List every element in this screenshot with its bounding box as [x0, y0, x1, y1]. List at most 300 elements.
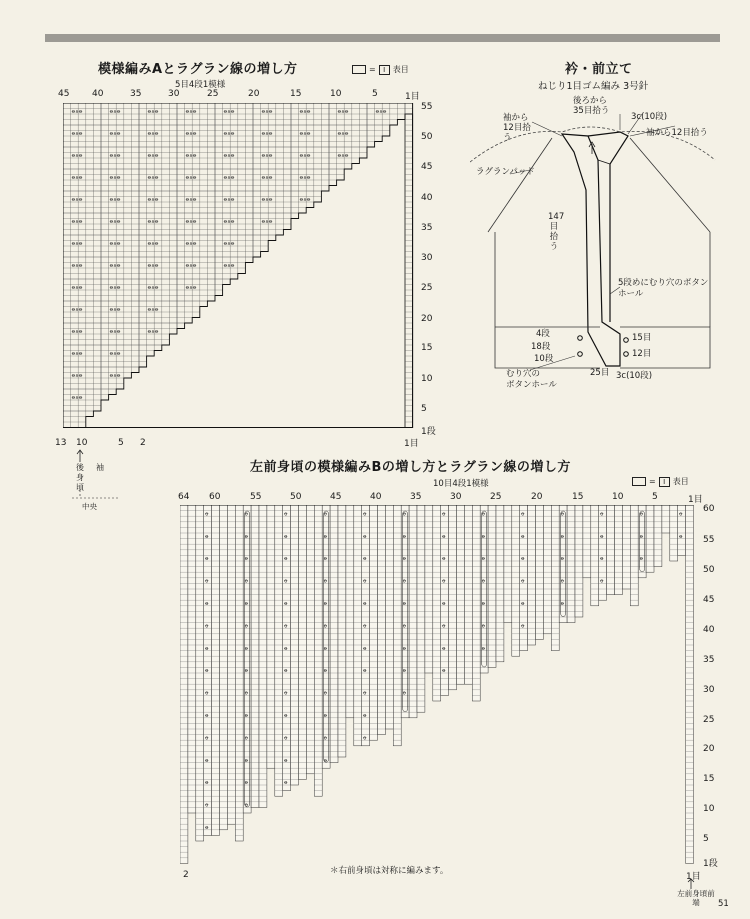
- collar-hole-label: むり穴の ボタンホール: [506, 369, 557, 390]
- chart-b-col-label: 35: [410, 492, 422, 502]
- chart-a-row-label: 35: [421, 223, 433, 233]
- chart-b-column: [654, 505, 662, 567]
- chart-b-column: [227, 505, 235, 824]
- chart-a-stitch-mark: ꝋ∧ꝋ: [337, 131, 349, 138]
- chart-b-stitch-mark: ꝋ: [679, 511, 683, 518]
- chart-b-stitch-mark: ꝋ: [284, 645, 288, 652]
- chart-b-stitch-mark: ꝋ: [402, 578, 407, 585]
- chart-a-stitch-mark: ꝋ∧ꝋ: [71, 175, 83, 182]
- chart-b-stitch-mark: ꝋ: [323, 533, 328, 540]
- chart-b-column: [188, 505, 196, 813]
- chart-a-stitch-mark: ꝋ∧ꝋ: [261, 197, 273, 204]
- chart-a-stitch-mark: ꝋ∧ꝋ: [299, 109, 311, 116]
- chart-b-stitch-mark: ꝋ: [323, 690, 328, 697]
- chart-b-column: [212, 505, 220, 835]
- chart-b-stitch-mark: ꝋ: [442, 578, 446, 585]
- chart-b-stitch-mark: ꝋ: [205, 802, 209, 809]
- chart-b-stitch-mark: ꝋ: [205, 713, 209, 719]
- chart-a-stitch-mark: ꝋ∧ꝋ: [71, 219, 83, 226]
- collar-rows-10: 10段: [534, 354, 554, 364]
- chart-b-stitch-mark: ꝋ: [323, 645, 328, 652]
- chart-a-stitch-mark: ꝋ∧ꝋ: [185, 219, 197, 226]
- chart-a-row-label: 20: [421, 314, 433, 324]
- chart-b-stitch-mark: ꝋ: [323, 735, 328, 742]
- chart-b-column: [622, 505, 630, 589]
- collar-cm10-bottom: 3c(10段): [616, 371, 653, 381]
- chart-a-stitch-mark: ꝋ∧ꝋ: [71, 263, 83, 270]
- collar-cm10-top: 3c(10段): [631, 112, 668, 122]
- chart-b-stitch-mark: ꝋ: [205, 757, 209, 764]
- chart-a-stitch-mark: ꝋ∧ꝋ: [223, 219, 235, 226]
- chart-a-stitch-mark: ꝋ∧ꝋ: [147, 219, 159, 226]
- collar-title: 衿・前立て: [565, 62, 633, 77]
- chart-b-stitch-mark: ꝋ: [442, 623, 446, 630]
- chart-a-stitch-mark: ꝋ∧ꝋ: [223, 153, 235, 160]
- chart-b-stitch-mark: ꝋ: [244, 757, 249, 764]
- chart-b-stitch-mark: ꝋ: [284, 668, 288, 675]
- chart-b-stitch-mark: ꝋ: [205, 511, 209, 518]
- chart-b-front-edge-label: 左前身頃前端: [677, 889, 715, 907]
- chart-a-stitch-mark: ꝋ∧ꝋ: [109, 373, 121, 380]
- chart-a-stitch-mark: ꝋ∧ꝋ: [147, 329, 159, 336]
- chart-b-column: [267, 505, 275, 768]
- chart-b-stitch-mark: ꝋ: [323, 601, 328, 607]
- chart-b-stitch-mark: ꝋ: [481, 556, 486, 563]
- chart-a-stitch-mark: ꝋ∧ꝋ: [185, 241, 197, 248]
- chart-b-stitch-mark: ꝋ: [244, 713, 249, 719]
- collar-st-15: 15目: [632, 333, 652, 343]
- chart-b-row-label: 60: [703, 504, 715, 514]
- chart-a-stitch-mark: ꝋ∧ꝋ: [109, 351, 121, 358]
- chart-b-stitch-mark: ꝋ: [363, 556, 367, 563]
- chart-b-column: [504, 505, 512, 623]
- chart-b-stitch-mark: ꝋ: [363, 713, 367, 719]
- chart-b-col-label: 20: [531, 492, 543, 502]
- chart-a-stitch-mark: ꝋ∧ꝋ: [185, 131, 197, 138]
- chart-a-stitch-mark: ꝋ∧ꝋ: [261, 175, 273, 182]
- chart-b-stitch-mark: ꝋ: [560, 578, 565, 585]
- chart-b-stitch-mark: ꝋ: [244, 511, 249, 518]
- chart-b-stitch-mark: ꝋ: [205, 533, 209, 540]
- chart-b-stitch-mark: ꝋ: [284, 780, 288, 787]
- chart-b-stitch-mark: ꝋ: [363, 623, 367, 630]
- chart-a-stitch-mark: ꝋ∧ꝋ: [147, 307, 159, 314]
- legend-blank-cell: [352, 65, 366, 74]
- chart-b-stitch-mark: ꝋ: [521, 556, 525, 563]
- chart-a-stitch-mark: ꝋ∧ꝋ: [223, 197, 235, 204]
- chart-a-col-label: 45: [58, 89, 70, 99]
- chart-b-column: [528, 505, 536, 645]
- chart-b-stitch-mark: ꝋ: [244, 623, 249, 630]
- chart-a-stitch-mark: ꝋ∧ꝋ: [261, 109, 273, 116]
- chart-b-stitch-mark: ꝋ: [284, 757, 288, 764]
- chart-b-stitch-mark: ꝋ: [323, 623, 328, 630]
- chart-a-col-label: 10: [330, 89, 342, 99]
- chart-b-col-label: 45: [330, 492, 342, 502]
- chart-b-stitch-mark: ꝋ: [600, 578, 604, 585]
- chart-b-stitch-mark: ꝋ: [560, 601, 565, 607]
- sleeve-label: 袖: [96, 463, 104, 472]
- chart-a-stitch-mark: ꝋ∧ꝋ: [185, 285, 197, 292]
- chart-a-row-label: 30: [421, 253, 433, 263]
- chart-a-stitch-mark: ꝋ∧ꝋ: [147, 175, 159, 182]
- chart-b-column: [243, 505, 251, 813]
- collar-rows-18: 18段: [531, 342, 551, 352]
- chart-b-stitch-mark: ꝋ: [244, 690, 249, 697]
- chart-b-grid: [180, 505, 700, 868]
- chart-b-row-label: 15: [703, 774, 715, 784]
- chart-b-stitch-mark: ꝋ: [402, 556, 407, 563]
- chart-a-stitch-mark: ꝋ∧ꝋ: [109, 109, 121, 116]
- collar-front-pickup: 147目拾う: [548, 212, 565, 252]
- chart-b-row-label: 1段: [703, 859, 718, 869]
- chart-b-stitch-mark: ꝋ: [442, 601, 446, 607]
- legend-text: 表目: [392, 65, 409, 74]
- chart-a-stitch-mark: ꝋ∧ꝋ: [299, 197, 311, 204]
- chart-b-column: [378, 505, 386, 735]
- chart-b-title: 左前身頃の模様編みBの増し方とラグラン線の増し方: [250, 460, 571, 475]
- chart-b-stitch-mark: ꝋ: [284, 578, 288, 585]
- collar-raglan-label: ラグランパッド: [476, 167, 535, 177]
- chart-a-stitch-mark: ꝋ∧ꝋ: [185, 109, 197, 116]
- chart-a-stitch-mark: ꝋ∧ꝋ: [71, 307, 83, 314]
- collar-back-pickup: 後ろから35目拾う: [573, 96, 610, 116]
- chart-a-stitch-mark: ꝋ∧ꝋ: [147, 263, 159, 270]
- chart-a-title: 模様編みAとラグラン線の増し方: [98, 62, 298, 77]
- collar-sleeve-right: 袖から12目拾う: [646, 128, 708, 138]
- chart-a-stitch-mark: ꝋ∧ꝋ: [185, 175, 197, 182]
- chart-a-stitch-mark: ꝋ∧ꝋ: [71, 109, 83, 116]
- chart-b-bottom-left: 2: [183, 870, 189, 880]
- chart-b-stitch-mark: ꝋ: [521, 578, 525, 585]
- chart-a-bottom-row-label: 1目: [404, 439, 419, 449]
- chart-b-stitch-mark: ꝋ: [323, 668, 328, 675]
- chart-a-col-label: 1目: [405, 92, 420, 102]
- chart-b-stitch-mark: ꝋ: [442, 645, 446, 652]
- chart-a-row-label: 15: [421, 343, 433, 353]
- chart-a-stitch-mark: ꝋ∧ꝋ: [71, 241, 83, 248]
- chart-b-stitch-mark: ꝋ: [244, 645, 249, 652]
- chart-b-row-label: 45: [703, 595, 715, 605]
- chart-b-stitch-mark: ꝋ: [284, 511, 288, 518]
- chart-a-stitch-mark: ꝋ∧ꝋ: [185, 197, 197, 204]
- chart-b-stitch-mark: ꝋ: [323, 713, 328, 719]
- chart-b-stitch-mark: ꝋ: [600, 533, 604, 540]
- chart-b-legend: [632, 476, 689, 487]
- chart-b-stitch-mark: ꝋ: [521, 533, 525, 540]
- chart-a-stitch-mark: ꝋ∧ꝋ: [223, 175, 235, 182]
- chart-b-stitch-mark: ꝋ: [244, 556, 249, 563]
- chart-a-row-label: 1段: [421, 427, 436, 437]
- collar-st-12: 12目: [632, 349, 652, 359]
- chart-b-stitch-mark: ꝋ: [639, 511, 644, 518]
- chart-b-column: [433, 505, 441, 701]
- chart-b-col-label: 40: [370, 492, 382, 502]
- chart-b-stitch-mark: ꝋ: [363, 601, 367, 607]
- chart-a-stitch-mark: ꝋ∧ꝋ: [71, 373, 83, 380]
- chart-b-stitch-mark: ꝋ: [244, 780, 249, 787]
- chart-a-stitch-mark: ꝋ∧ꝋ: [185, 263, 197, 270]
- chart-a-stitch-mark: ꝋ∧ꝋ: [223, 131, 235, 138]
- chart-a-bottom-2: 2: [140, 438, 146, 448]
- chart-b-stitch-mark: ꝋ: [205, 623, 209, 630]
- chart-b-stitch-mark: ꝋ: [481, 645, 486, 652]
- chart-b-stitch-mark: ꝋ: [402, 623, 407, 630]
- chart-a-row-label: 25: [421, 283, 433, 293]
- chart-b-stitch-mark: ꝋ: [205, 735, 209, 742]
- collar-sleeve-left: 袖から12目拾う: [503, 113, 531, 143]
- chart-b-stitch-mark: ꝋ: [244, 802, 249, 809]
- chart-b-stitch-mark: ꝋ: [205, 825, 209, 831]
- chart-b-stitch-mark: ꝋ: [560, 556, 565, 563]
- chart-a-stitch-mark: ꝋ∧ꝋ: [147, 131, 159, 138]
- chart-a-stitch-mark: ꝋ∧ꝋ: [147, 109, 159, 116]
- chart-b-stitch-mark: ꝋ: [244, 601, 249, 607]
- chart-b-stitch-mark: ꝋ: [560, 511, 565, 518]
- chart-a-row-label: 45: [421, 162, 433, 172]
- chart-a-stitch-mark: ꝋ∧ꝋ: [147, 241, 159, 248]
- chart-b-column: [599, 505, 607, 600]
- chart-a-bottom-5: 5: [118, 438, 124, 448]
- header-bar: [45, 34, 720, 42]
- chart-b-stitch-mark: ꝋ: [363, 668, 367, 675]
- chart-a-stitch-mark: ꝋ∧ꝋ: [109, 285, 121, 292]
- chart-b-col-label: 15: [572, 492, 584, 502]
- chart-a-stitch-mark: ꝋ∧ꝋ: [261, 219, 273, 226]
- chart-b-stitch-mark: ꝋ: [363, 511, 367, 518]
- chart-b-column: [417, 505, 425, 712]
- chart-b-column: [472, 505, 480, 701]
- center-label: 中央: [82, 502, 97, 511]
- chart-b-stitch-mark: ꝋ: [402, 668, 407, 675]
- chart-b-stitch-mark: ꝋ: [481, 601, 486, 607]
- chart-a-col-label: 5: [372, 89, 378, 99]
- chart-b-stitch-mark: ꝋ: [402, 645, 407, 652]
- chart-a-stitch-mark: ꝋ∧ꝋ: [147, 153, 159, 160]
- chart-b-column: [583, 505, 591, 578]
- chart-a-stitch-mark: ꝋ∧ꝋ: [223, 109, 235, 116]
- chart-a-col-label: 25: [207, 89, 219, 99]
- collar-buttonhole-note: 5段めにむり穴のボタンホール: [618, 278, 709, 299]
- chart-a-stitch-mark: ꝋ∧ꝋ: [71, 131, 83, 138]
- collar-rows-4: 4段: [536, 329, 550, 339]
- chart-a-stitch-mark: ꝋ∧ꝋ: [71, 351, 83, 358]
- chart-b-stitch-mark: ꝋ: [521, 601, 525, 607]
- legend-blank-cell: [632, 477, 646, 486]
- chart-a-stitch-mark: ꝋ∧ꝋ: [337, 153, 349, 160]
- legend-knit-symbol: I: [379, 65, 390, 75]
- chart-b-stitch-mark: ꝋ: [284, 556, 288, 563]
- chart-b-stitch-mark: ꝋ: [481, 623, 486, 630]
- chart-b-column: [354, 505, 362, 746]
- chart-b-stitch-mark: ꝋ: [481, 578, 486, 585]
- chart-a-stitch-mark: ꝋ∧ꝋ: [147, 197, 159, 204]
- chart-b-col-label: 5: [652, 492, 658, 502]
- chart-b-stitch-mark: ꝋ: [600, 511, 604, 518]
- chart-a-stitch-mark: ꝋ∧ꝋ: [109, 175, 121, 182]
- chart-b-col-label: 10: [612, 492, 624, 502]
- chart-b-note: ＊右前身頃は対称に編みます。: [330, 866, 449, 876]
- chart-a-stitch-mark: ꝋ∧ꝋ: [375, 109, 387, 116]
- back-body-label: 後身頃: [76, 463, 84, 492]
- chart-a-row-label: 5: [421, 404, 427, 414]
- chart-a-col-label: 20: [248, 89, 260, 99]
- chart-b-stitch-mark: ꝋ: [323, 757, 328, 764]
- page-number: 51: [718, 899, 729, 909]
- chart-b-column: [488, 505, 496, 667]
- legend-knit-symbol: I: [659, 477, 670, 487]
- chart-b-stitch-mark: ꝋ: [323, 578, 328, 585]
- chart-b-bottom-right: 1目: [686, 872, 701, 882]
- collar-st-25: 25目: [590, 368, 610, 378]
- chart-b-stitch-mark: ꝋ: [363, 645, 367, 652]
- chart-b-col-label: 50: [290, 492, 302, 502]
- chart-b-stitch-mark: ꝋ: [284, 735, 288, 742]
- chart-b-stitch-mark: ꝋ: [363, 690, 367, 697]
- chart-a-stitch-mark: ꝋ∧ꝋ: [299, 175, 311, 182]
- chart-a-bottom-10: 10: [76, 438, 88, 448]
- chart-a-row-label: 50: [421, 132, 433, 142]
- chart-b-column: [512, 505, 520, 656]
- chart-b-column: [322, 505, 330, 768]
- chart-b-stitch-mark: ꝋ: [600, 556, 604, 563]
- chart-b-stitch-mark: ꝋ: [205, 668, 209, 675]
- chart-b-stitch-mark: ꝋ: [442, 668, 446, 675]
- chart-b-row-label: 30: [703, 685, 715, 695]
- chart-b-col-label: 30: [450, 492, 462, 502]
- chart-b-row-label: 55: [703, 535, 715, 545]
- chart-b-column: [393, 505, 401, 746]
- chart-b-row-label: 35: [703, 655, 715, 665]
- chart-a-subtitle: 5目4段1模様: [175, 80, 226, 90]
- chart-a-col-label: 40: [92, 89, 104, 99]
- chart-b-col-label: 25: [490, 492, 502, 502]
- chart-a-bottom-13: 13: [55, 438, 67, 448]
- chart-b-column: [338, 505, 346, 757]
- chart-b-stitch-mark: ꝋ: [363, 533, 367, 540]
- chart-a-row-label: 55: [421, 102, 433, 112]
- chart-b-row-label: 10: [703, 804, 715, 814]
- chart-a-stitch-mark: ꝋ∧ꝋ: [223, 263, 235, 270]
- chart-a-row-label: 40: [421, 193, 433, 203]
- chart-b-stitch-mark: ꝋ: [323, 511, 328, 518]
- chart-b-column: [567, 505, 575, 623]
- chart-b-stitch-mark: ꝋ: [639, 556, 644, 563]
- legend-equals: =: [649, 477, 656, 486]
- chart-a-stitch-mark: ꝋ∧ꝋ: [261, 131, 273, 138]
- chart-b-stitch-mark: ꝋ: [442, 533, 446, 540]
- chart-b-subtitle: 10目4段1模様: [433, 479, 489, 489]
- chart-a-stitch-mark: ꝋ∧ꝋ: [71, 153, 83, 160]
- chart-b-row-label: 40: [703, 625, 715, 635]
- chart-b-stitch-mark: ꝋ: [402, 690, 407, 697]
- chart-b-stitch-mark: ꝋ: [363, 578, 367, 585]
- chart-b-stitch-mark: ꝋ: [481, 511, 486, 518]
- chart-a-col-label: 15: [290, 89, 302, 99]
- chart-b-row-label: 20: [703, 744, 715, 754]
- chart-b-stitch-mark: ꝋ: [205, 690, 209, 697]
- chart-b-column: [299, 505, 307, 779]
- chart-b-stitch-mark: ꝋ: [679, 533, 683, 540]
- chart-b-row-label: 25: [703, 715, 715, 725]
- legend-equals: =: [369, 65, 376, 74]
- chart-a-stitch-mark: ꝋ∧ꝋ: [261, 153, 273, 160]
- chart-b-stitch-mark: ꝋ: [284, 690, 288, 697]
- chart-a-stitch-mark: ꝋ∧ꝋ: [337, 109, 349, 116]
- chart-b-stitch-mark: ꝋ: [521, 511, 525, 518]
- chart-b-stitch-mark: ꝋ: [205, 780, 209, 787]
- chart-a-stitch-mark: ꝋ∧ꝋ: [109, 241, 121, 248]
- chart-b-stitch-mark: ꝋ: [521, 623, 525, 630]
- chart-b-stitch-mark: ꝋ: [205, 578, 209, 585]
- chart-b-stitch-mark: ꝋ: [284, 533, 288, 540]
- chart-b-stitch-mark: ꝋ: [323, 556, 328, 563]
- chart-b-column: [662, 505, 670, 533]
- chart-b-stitch-mark: ꝋ: [560, 533, 565, 540]
- chart-a-col-label: 30: [168, 89, 180, 99]
- chart-b-row-label: 5: [703, 834, 709, 844]
- chart-b-stitch-mark: ꝋ: [244, 578, 249, 585]
- chart-a-stitch-mark: ꝋ∧ꝋ: [223, 241, 235, 248]
- chart-a-stitch-mark: ꝋ∧ꝋ: [109, 131, 121, 138]
- chart-b-stitch-mark: ꝋ: [284, 623, 288, 630]
- chart-b-column: [449, 505, 457, 690]
- chart-a-stitch-mark: ꝋ∧ꝋ: [109, 219, 121, 226]
- chart-a-col-label: 35: [130, 89, 142, 99]
- chart-b-stitch-mark: ꝋ: [205, 556, 209, 563]
- chart-b-col-label: 55: [250, 492, 262, 502]
- chart-a-stitch-mark: ꝋ∧ꝋ: [71, 285, 83, 292]
- chart-a-stitch-mark: ꝋ∧ꝋ: [109, 329, 121, 336]
- chart-a-stitch-mark: ꝋ∧ꝋ: [71, 197, 83, 204]
- chart-b-row-label: 50: [703, 565, 715, 575]
- chart-a-stitch-mark: ꝋ∧ꝋ: [109, 307, 121, 314]
- chart-b-stitch-mark: ꝋ: [284, 601, 288, 607]
- chart-a-stitch-mark: ꝋ∧ꝋ: [299, 131, 311, 138]
- chart-b-stitch-mark: ꝋ: [402, 511, 407, 518]
- chart-b-stitch-mark: ꝋ: [205, 645, 209, 652]
- chart-b-stitch-mark: ꝋ: [442, 556, 446, 563]
- chart-a-stitch-mark: ꝋ∧ꝋ: [109, 263, 121, 270]
- chart-b-stitch-mark: ꝋ: [363, 735, 367, 742]
- collar-subtitle: ねじり1目ゴム編み 3号針: [538, 81, 649, 92]
- chart-b-stitch-mark: ꝋ: [244, 668, 249, 675]
- chart-b-stitch-mark: ꝋ: [244, 533, 249, 540]
- chart-b-col-label: 64: [178, 492, 190, 502]
- chart-a-stitch-mark: ꝋ∧ꝋ: [299, 153, 311, 160]
- chart-a-stitch-mark: ꝋ∧ꝋ: [71, 395, 83, 402]
- chart-b-stitch-mark: ꝋ: [402, 601, 407, 607]
- chart-b-stitch-mark: ꝋ: [205, 601, 209, 607]
- chart-b-stitch-mark: ꝋ: [639, 533, 644, 540]
- chart-b-col-label: 1目: [688, 495, 703, 505]
- chart-a-stitch-mark: ꝋ∧ꝋ: [147, 285, 159, 292]
- chart-a-legend: [352, 64, 409, 75]
- chart-b-stitch-mark: ꝋ: [442, 511, 446, 518]
- chart-a-stitch-mark: ꝋ∧ꝋ: [109, 197, 121, 204]
- chart-a-grid: [63, 103, 418, 433]
- chart-b-column: [543, 505, 551, 634]
- chart-a-stitch-mark: ꝋ∧ꝋ: [109, 153, 121, 160]
- chart-b-col-label: 60: [209, 492, 221, 502]
- chart-a-stitch-mark: ꝋ∧ꝋ: [71, 329, 83, 336]
- chart-b-stitch-mark: ꝋ: [244, 735, 249, 742]
- legend-text: 表目: [672, 477, 689, 486]
- chart-a-row-label: 10: [421, 374, 433, 384]
- chart-b-stitch-mark: ꝋ: [284, 713, 288, 719]
- chart-b-stitch-mark: ꝋ: [481, 533, 486, 540]
- chart-b-stitch-mark: ꝋ: [402, 533, 407, 540]
